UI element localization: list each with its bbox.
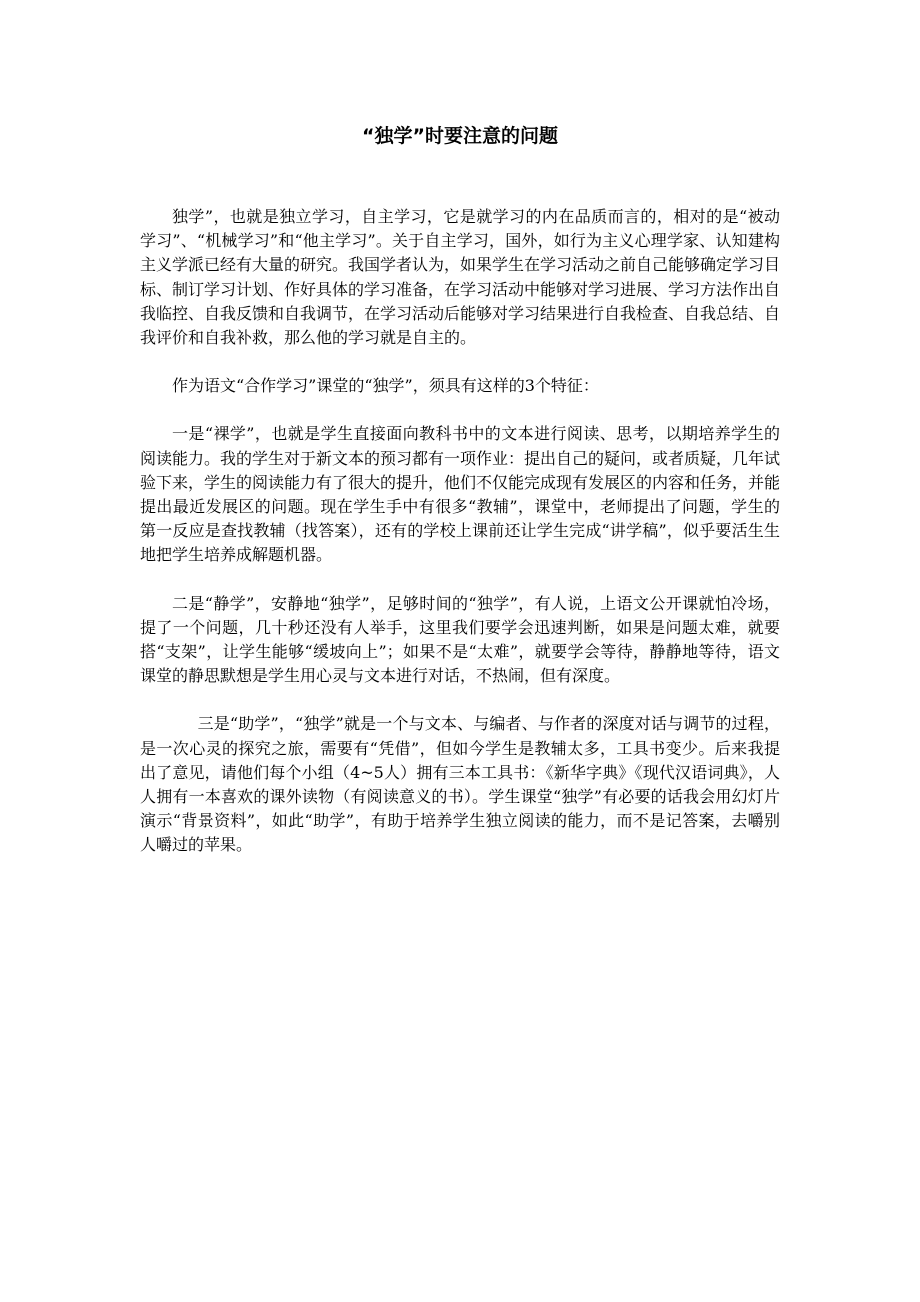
document-title: “独学”时要注意的问题 [362,125,558,147]
document-body [140,205,780,882]
paragraph-feature-three: 三是“助学”，“独学”就是一个与文本、与编者、与作者的深度对话与调节的过程，是一次心灵的探究之旅，需要有“凭借”，但如今学生是教辅太多，工具书变少。后来我提出了意见，请他们每个小组（4~5人）拥有三本工具书：《新华字典》《现代汉语词典》，人人拥有一本喜欢的课外读物（有阅读意义的书）。学生课堂“独学”有必要的话我会用幻灯片演示“背景资料”，如此“助学”，有助于培养学生独立阅读的能力，而不是记答案，去嚼别人嚼过的苹果。 [140,714,780,855]
paragraph-features-lead: 作为语文“合作学习”课堂的“独学”，须具有这样的3个特征： [172,376,599,396]
paragraph-feature-two: 二是“静学”，安静地“独学”，足够时间的“独学”，有人说，上语文公开课就怕冷场，提了一个问题，几十秒还没有人举手，这里我们要学会迅速判断，如果是问题太难，就要搭“支架”，让学生能够“缓坡向上”；如果不是“太难”，就要学会等待，静静地等待，语文课堂的静思默想是学生用心灵与文本进行对话，不热闹，但有深度。 [140,593,780,686]
paragraph-feature-one: 一是“裸学”，也就是学生直接面向教科书中的文本进行阅读、思考，以期培养学生的阅读能力。我的学生对于新文本的预习都有一项作业：提出自己的疑问，或者质疑，几年试验下来，学生的阅读能力有了很大的提升，他们不仅能完成现有发展区的内容和任务，并能提出最近发展区的问题。现在学生手中有很多“教辅”，课堂中，老师提出了问题，学生的第一反应是查找教辅（找答案），还有的学校上课前还让学生完成“讲学稿”，似乎要活生生地把学生培养成解题机器。 [140,424,781,565]
paragraph-intro: 独学”，也就是独立学习，自主学习，它是就学习的内在品质而言的，相对的是“被动学习”、“机械学习”和“他主学习”。关于自主学习，国外，如行为主义心理学家、认知建构主义学派已经有大量的研究。我国学者认为，如果学生在学习活动之前自己能够确定学习目标、制订学习计划、作好具体的学习准备，在学习活动中能够对学习进展、学习方法作出自我临控、自我反馈和自我调节，在学习活动后能够对学习结果进行自我检查、自我总结、自我评价和自我补救，那么他的学习就是自主的。 [140,207,781,348]
